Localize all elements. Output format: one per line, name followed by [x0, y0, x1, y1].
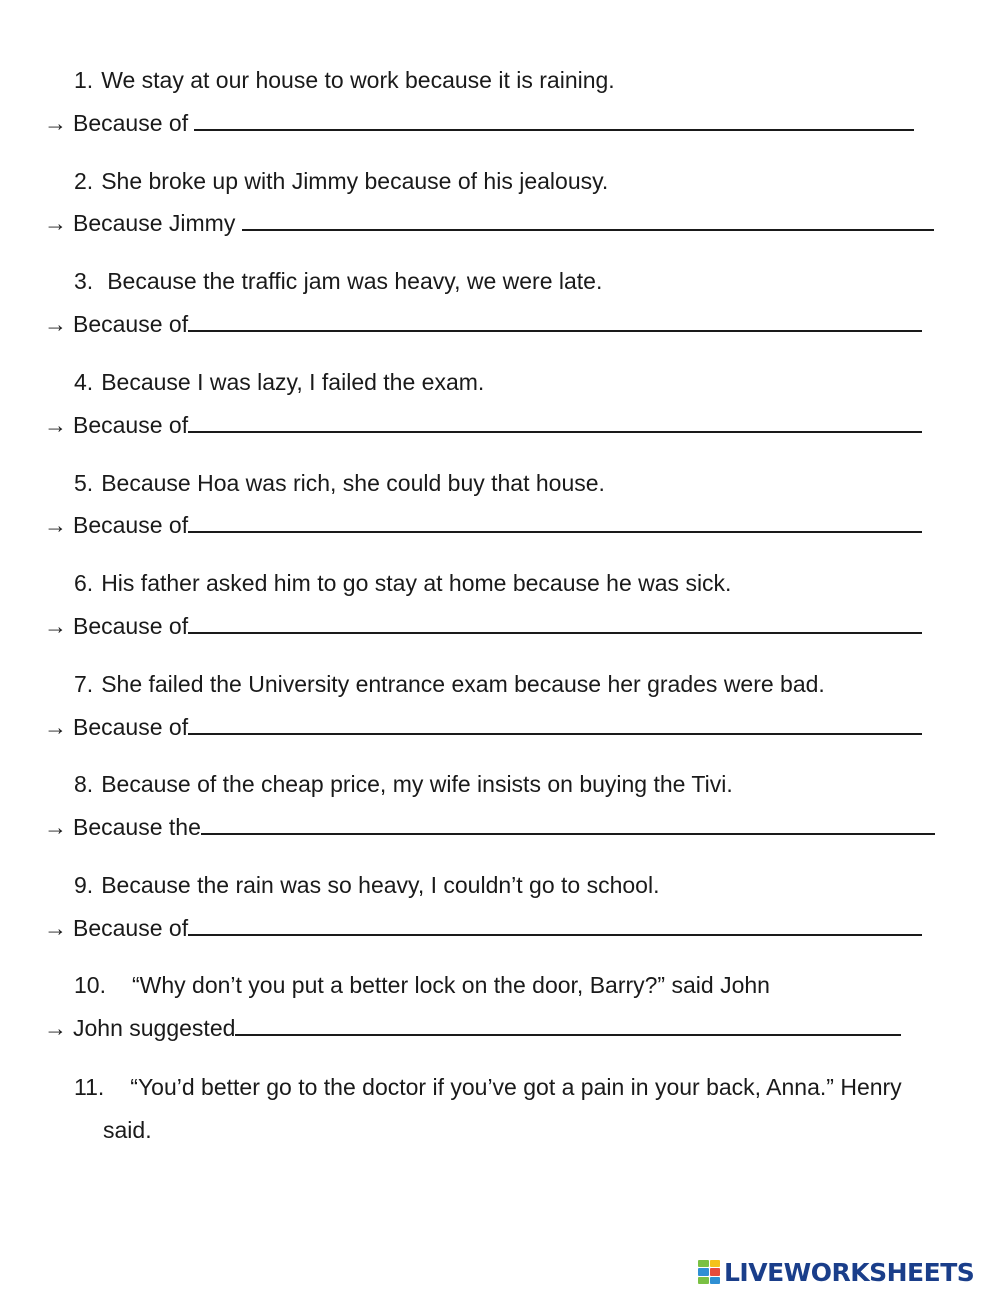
- question-number: 1.: [74, 67, 94, 93]
- question-5: [74, 469, 605, 497]
- question-number: 7.: [74, 671, 94, 697]
- arrow-icon: →: [44, 714, 67, 740]
- arrow-icon: →: [44, 915, 67, 941]
- arrow-icon: →: [44, 512, 67, 538]
- liveworksheets-logo: [698, 1258, 974, 1286]
- question-number: 5.: [74, 470, 94, 496]
- answer-prefix: Because of: [73, 512, 189, 538]
- answer-line-7: [44, 713, 922, 741]
- answer-prefix: Because of: [73, 412, 189, 438]
- question-6: [74, 569, 731, 597]
- answer-blank[interactable]: [188, 614, 922, 634]
- answer-line-8: [44, 813, 935, 841]
- question-3: [74, 267, 602, 295]
- arrow-icon: →: [44, 613, 67, 639]
- question-text: Because the traffic jam was heavy, we were late.: [107, 268, 603, 294]
- answer-prefix: Because of: [73, 311, 189, 337]
- arrow-icon: →: [44, 210, 67, 236]
- question-11: [74, 1073, 902, 1101]
- answer-line-6: [44, 612, 922, 640]
- answer-line-9: [44, 914, 922, 942]
- question-4: [74, 368, 484, 396]
- question-text: Because I was lazy, I failed the exam.: [101, 369, 485, 395]
- question-text: His father asked him to go stay at home because he was sick.: [101, 570, 732, 596]
- question-text: Because of the cheap price, my wife insists on buying the Tivi.: [101, 771, 733, 797]
- question-text: “Why don’t you put a better lock on the door, Barry?” said John: [131, 972, 770, 998]
- question-number: 4.: [74, 369, 94, 395]
- answer-line-1: [44, 109, 914, 137]
- question-text: She broke up with Jimmy because of his jealousy.: [101, 168, 609, 194]
- logo-text: LIVEWORKSHEETS: [724, 1257, 975, 1287]
- logo-block-blue: [710, 1277, 721, 1284]
- question-7: [74, 670, 825, 698]
- answer-blank[interactable]: [188, 513, 922, 533]
- logo-block-green: [698, 1277, 709, 1284]
- logo-block-red: [710, 1268, 721, 1275]
- question-8: [74, 770, 733, 798]
- answer-line-5: [44, 511, 922, 539]
- answer-blank[interactable]: [194, 111, 914, 131]
- arrow-icon: →: [44, 110, 67, 136]
- question-2: [74, 167, 608, 195]
- arrow-icon: →: [44, 311, 67, 337]
- question-9: [74, 871, 659, 899]
- arrow-icon: →: [44, 412, 67, 438]
- answer-prefix: Because Jimmy: [73, 210, 236, 236]
- question-number: 11.: [74, 1074, 105, 1100]
- question-1: [74, 66, 615, 94]
- question-number: 3.: [74, 268, 94, 294]
- arrow-icon: →: [44, 814, 67, 840]
- answer-line-10: [44, 1014, 901, 1042]
- question-text-continuation: said.: [103, 1117, 152, 1143]
- answer-prefix: Because of: [73, 714, 189, 740]
- logo-block-yellow: [710, 1260, 721, 1267]
- answer-blank[interactable]: [188, 312, 922, 332]
- question-number: 8.: [74, 771, 94, 797]
- liveworksheets-logo-icon: [698, 1260, 720, 1284]
- answer-blank[interactable]: [188, 413, 922, 433]
- question-number: 9.: [74, 872, 94, 898]
- question-11-continuation: [103, 1116, 152, 1144]
- answer-prefix: Because of: [73, 915, 189, 941]
- answer-blank[interactable]: [235, 1016, 901, 1036]
- question-number: 2.: [74, 168, 94, 194]
- answer-blank[interactable]: [188, 916, 922, 936]
- question-number: 10.: [74, 972, 106, 998]
- answer-prefix: Because of: [73, 110, 189, 136]
- question-text: She failed the University entrance exam because her grades were bad.: [101, 671, 825, 697]
- answer-blank[interactable]: [188, 715, 922, 735]
- logo-block-blue: [698, 1268, 709, 1275]
- answer-blank[interactable]: [201, 815, 935, 835]
- question-text: Because the rain was so heavy, I couldn’t go to school.: [101, 872, 660, 898]
- answer-line-4: [44, 411, 922, 439]
- question-text: Because Hoa was rich, she could buy that house.: [101, 470, 605, 496]
- logo-block-green: [698, 1260, 709, 1267]
- question-text: We stay at our house to work because it is raining.: [101, 67, 615, 93]
- answer-blank[interactable]: [242, 211, 934, 231]
- answer-prefix: Because the: [73, 814, 201, 840]
- arrow-icon: →: [44, 1015, 67, 1041]
- question-10: [74, 971, 770, 999]
- answer-line-3: [44, 310, 922, 338]
- question-text: “You’d better go to the doctor if you’ve got a pain in your back, Anna.” Henry: [130, 1074, 902, 1100]
- answer-prefix: Because of: [73, 613, 189, 639]
- answer-line-2: [44, 209, 934, 237]
- question-number: 6.: [74, 570, 94, 596]
- answer-prefix: John suggested: [73, 1015, 236, 1041]
